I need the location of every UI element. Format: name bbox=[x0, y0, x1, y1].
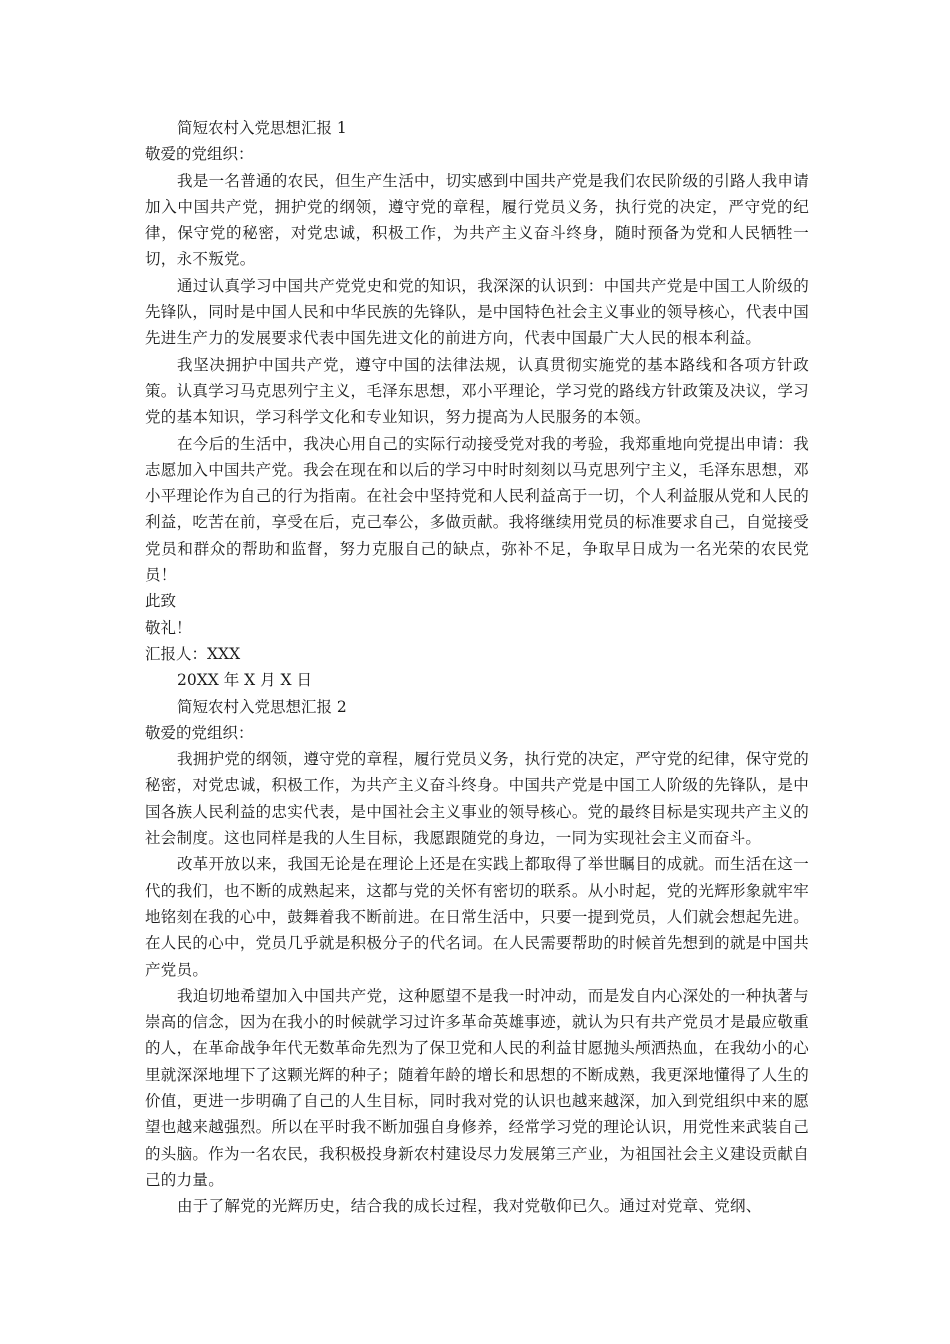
report-1-paragraph-3: 我坚决拥护中国共产党，遵守中国的法律法规，认真贯彻实施党的基本路线和各项方针政策。认真学习马克思列宁主义，毛泽东思想，邓小平理论，学习党的路线方针政策及决议，学习党的基本知识，学习科学文化和专业知识，努力提高为人民服务的本领。 bbox=[145, 355, 809, 427]
report-2-paragraph-3: 我迫切地希望加入中国共产党，这种愿望不是我一时冲动，而是发自内心深处的一种执著与崇高的信念，因为在我小的时候就学习过许多革命英雄事迹，就认为只有共产党员才是最应敬重的人，在革命战争年代无数革命先烈为了保卫党和人民的利益甘愿抛头颅洒热血，在我幼小的心里就深深地埋下了这颗光辉的种子；随着年龄的增长和思想的不断成熟，我更深地懂得了人生的价值，更进一步明确了自己的人生目标，同时我对党的认识也越来越深，加入到党组织中来的愿望也越来越强烈。所以在平时我不断加强自身修养，经常学习党的理论认识，用党性来武装自己的头脑。作为一名农民，我积极投身新农村建设尽力发展第三产业，为祖国社会主义建设贡献自己的力量。 bbox=[145, 986, 810, 1189]
document-body bbox=[145, 115, 809, 1219]
report-2-paragraph-1: 我拥护党的纲领，遵守党的章程，履行党员义务，执行党的决定，严守党的纪律，保守党的秘密，对党忠诚，积极工作，为共产主义奋斗终身。中国共产党是中国工人阶级的先锋队，是中国各族人民利益的忠实代表，是中国社会主义事业的领导核心。党的最终目标是实现共产主义的社会制度。这也同样是我的人生目标，我愿跟随党的身边，一同为实现社会主义而奋斗。 bbox=[145, 750, 810, 848]
report-2-paragraph-4: 由于了解党的光辉历史，结合我的成长过程，我对党敬仰已久。通过对党章、党纲、 bbox=[177, 1197, 762, 1216]
report-1-salutation: 敬爱的党组织： bbox=[145, 145, 254, 164]
report-1-title: 简短农村入党思想汇报 1 bbox=[177, 119, 347, 137]
report-2-salutation: 敬爱的党组织： bbox=[145, 723, 254, 742]
report-1-paragraph-4: 在今后的生活中，我决心用自己的实际行动接受党对我的考验，我郑重地向党提出申请：我志愿加入中国共产党。我会在现在和以后的学习中时时刻刻以马克思列宁主义，毛泽东思想，邓小平理论作为自己的行为指南。在社会中坚持党和人民利益高于一切，个人利益服从党和人民的利益，吃苦在前，享受在后，克己奉公，多做贡献。我将继续用党员的标准要求自己，自觉接受党员和群众的帮助和监督，努力克服自己的缺点，弥补不足，争取早日成为一名光荣的农民党员！ bbox=[145, 434, 810, 585]
report-1-closing-1: 此致 bbox=[145, 592, 177, 611]
report-1-paragraph-1: 我是一名普通的农民，但生产生活中，切实感到中国共产党是我们农民阶级的引路人我申请加入中国共产党，拥护党的纲领，遵守党的章程，履行党员义务，执行党的决定，严守党的纪律，保守党的秘密，对党忠诚，积极工作，为共产主义奋斗终身，随时预备为党和人民牺牲一切，永不叛党。 bbox=[145, 171, 810, 269]
report-2-title: 简短农村入党思想汇报 2 bbox=[177, 697, 347, 716]
report-1-paragraph-2: 通过认真学习中国共产党党史和党的知识，我深深的认识到：中国共产党是中国工人阶级的先锋队，同时是中国人民和中华民族的先锋队，是中国特色社会主义事业的领导核心，代表中国先进生产力的发展要求代表中国先进文化的前进方向，代表中国最广大人民的根本利益。 bbox=[145, 276, 810, 348]
report-2-paragraph-2: 改革开放以来，我国无论是在理论上还是在实践上都取得了举世瞩目的成就。而生活在这一代的我们，也不断的成熟起来，这都与党的关怀有密切的联系。从小时起，党的光辉形象就牢牢地铭刻在我的心中，鼓舞着我不断前进。在日常生活中，只要一提到党员，人们就会想起先进。在人民的心中，党员几乎就是积极分子的代名词。在人民需要帮助的时候首先想到的就是中国共产党员。 bbox=[145, 855, 810, 979]
report-1-reporter: 汇报人：XXX bbox=[145, 644, 241, 663]
report-1-date: 20XX 年 X 月 X 日 bbox=[177, 671, 312, 690]
report-1-closing-2: 敬礼！ bbox=[145, 618, 192, 637]
